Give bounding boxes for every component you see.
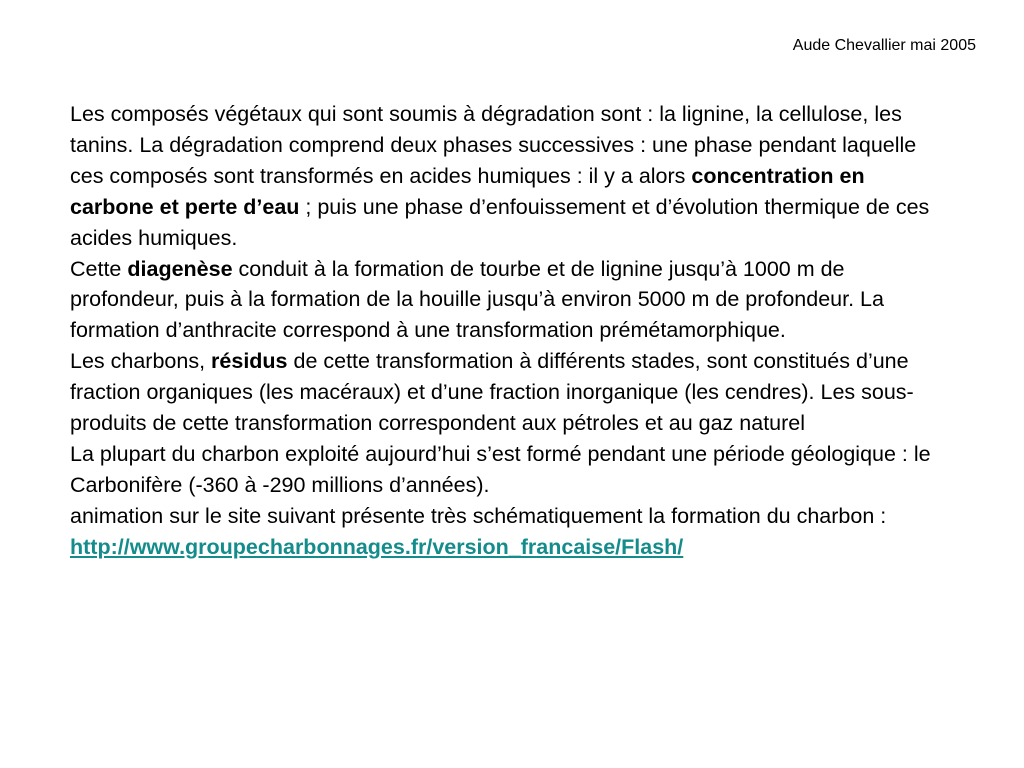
paragraph-degradation-text-2: ; puis une phase d’enfouissement et d’évolution thermique de ces acides humiques. xyxy=(70,194,930,250)
paragraph-charbons-text-2: de cette transformation à différents stades, sont constitués d’une fraction organiques (les macéraux) et d’une fraction inorganique (les cendres). Les sous-produits de cette transformation correspondent aux pétroles et au gaz naturel xyxy=(70,349,914,436)
paragraph-diagenese xyxy=(70,254,950,347)
author-date: Aude Chevallier mai 2005 xyxy=(792,37,976,54)
flash-animation-link[interactable]: http://www.groupecharbonnages.fr/version_francaise/Flash/ xyxy=(70,534,684,559)
paragraph-carbonifere: La plupart du charbon exploité aujourd’hui s’est formé pendant une période géologique : le Carbonifère (-360 à -290 millions d’années). xyxy=(70,441,931,497)
paragraph-animation: animation sur le site suivant présente très schématiquement la formation du charbon : xyxy=(70,503,887,528)
link-line xyxy=(70,532,950,563)
paragraph-charbons xyxy=(70,346,950,439)
paragraph-charbons-text-1: Les charbons, xyxy=(70,349,212,374)
paragraph-diagenese-text-1: Cette xyxy=(70,256,128,281)
paragraph-degradation-text-1: Les composés végétaux qui sont soumis à dégradation sont : la lignine, la cellulose, les tanins. La dégradation comprend deux phases successives : une phase pendant laquelle ces composés sont transformés en acides humiques : il y a alors xyxy=(70,102,917,188)
paragraph-degradation xyxy=(70,99,950,254)
paragraph-diagenese-text-2: conduit à la formation de tourbe et de lignine jusqu’à 1000 m de profondeur, puis à la formation de la houille jusqu’à environ 5000 m de profondeur. La formation d’anthracite correspond à une transformation prémétamorphique. xyxy=(70,256,884,343)
paragraph-charbons-bold: résidus xyxy=(211,349,288,374)
paragraph-diagenese-bold: diagenèse xyxy=(127,256,233,281)
paragraph-degradation-bold: concentration en carbone et perte d’eau xyxy=(70,163,865,219)
slide-body xyxy=(70,99,950,563)
